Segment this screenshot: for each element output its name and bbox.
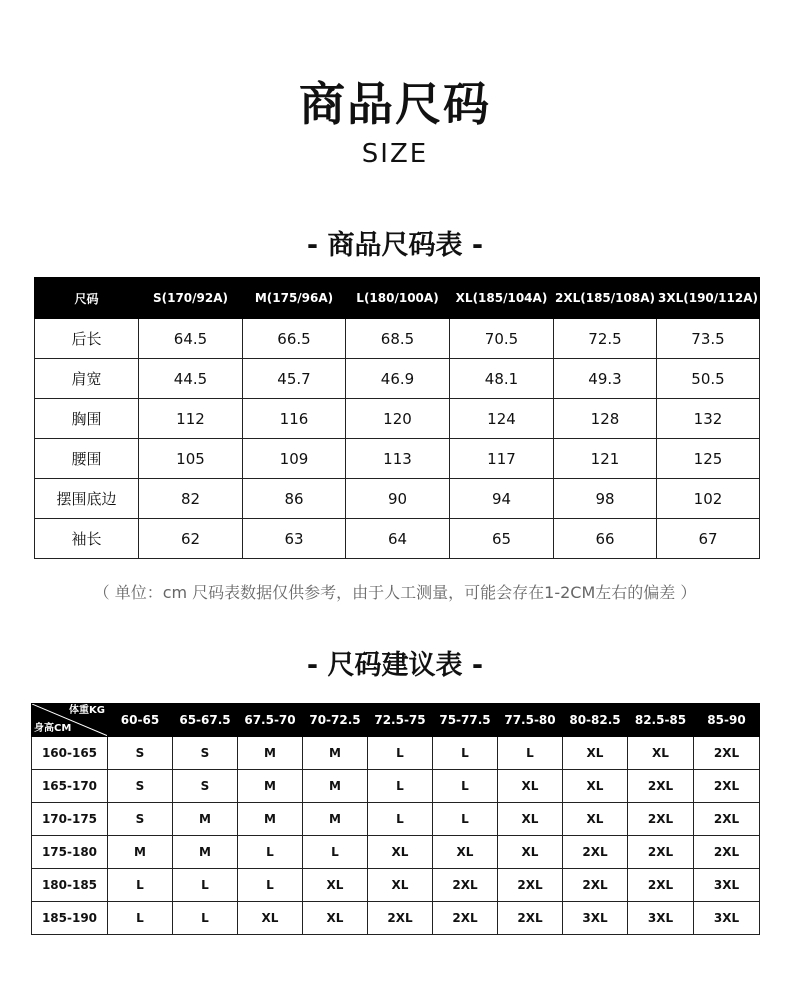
measurement-value: 105 xyxy=(139,439,243,479)
recommended-size: 2XL xyxy=(628,836,694,869)
measurement-value: 64.5 xyxy=(139,319,243,359)
recommendation-row xyxy=(32,737,760,770)
measurement-value: 73.5 xyxy=(657,319,760,359)
measurement-value: 117 xyxy=(450,439,554,479)
recommended-size: L xyxy=(368,737,433,770)
recommended-size: XL xyxy=(563,770,628,803)
measurement-value: 67 xyxy=(657,519,760,559)
measurement-value: 116 xyxy=(243,399,346,439)
measurement-label: 后长 xyxy=(35,319,139,359)
recommended-size: L xyxy=(368,803,433,836)
recommendation-row xyxy=(32,803,760,836)
weight-range-header: 60-65 xyxy=(108,704,173,737)
recommended-size: XL xyxy=(498,836,563,869)
measurement-value: 65 xyxy=(450,519,554,559)
recommended-size: XL xyxy=(563,737,628,770)
recommendation-header-row xyxy=(32,704,760,737)
recommended-size: 2XL xyxy=(433,869,498,902)
weight-range-header: 75-77.5 xyxy=(433,704,498,737)
measurement-label: 胸围 xyxy=(35,399,139,439)
height-range-label: 185-190 xyxy=(32,902,108,935)
recommended-size: S xyxy=(108,737,173,770)
height-range-label: 160-165 xyxy=(32,737,108,770)
size-header-3xl: 3XL(190/112A) xyxy=(657,278,760,319)
measurement-value: 98 xyxy=(554,479,657,519)
recommended-size: XL xyxy=(303,902,368,935)
size-header-xl: XL(185/104A) xyxy=(450,278,554,319)
weight-range-header: 67.5-70 xyxy=(238,704,303,737)
height-range-label: 180-185 xyxy=(32,869,108,902)
size-chart-row xyxy=(35,399,760,439)
measurement-label: 袖长 xyxy=(35,519,139,559)
measurement-label: 肩宽 xyxy=(35,359,139,399)
measurement-value: 66 xyxy=(554,519,657,559)
measurement-note: （ 单位：cm 尺码表数据仅供参考，由于人工测量，可能会存在1-2CM左右的偏差 ） xyxy=(93,583,697,602)
recommended-size: 2XL xyxy=(563,836,628,869)
size-chart-row xyxy=(35,319,760,359)
height-range-label: 170-175 xyxy=(32,803,108,836)
recommended-size: 2XL xyxy=(498,902,563,935)
measurement-value: 49.3 xyxy=(554,359,657,399)
recommended-size: M xyxy=(108,836,173,869)
size-chart-row xyxy=(35,519,760,559)
size-header-label: 尺码 xyxy=(35,278,139,319)
weight-range-header: 85-90 xyxy=(694,704,760,737)
recommended-size: M xyxy=(238,803,303,836)
height-range-label: 175-180 xyxy=(32,836,108,869)
recommended-size: 2XL xyxy=(368,902,433,935)
corner-cell xyxy=(32,704,108,737)
recommended-size: M xyxy=(173,803,238,836)
measurement-value: 90 xyxy=(346,479,450,519)
measurement-value: 63 xyxy=(243,519,346,559)
recommended-size: 2XL xyxy=(498,869,563,902)
height-axis-label: 身高CM xyxy=(34,723,72,734)
measurement-value: 109 xyxy=(243,439,346,479)
measurement-value: 125 xyxy=(657,439,760,479)
size-header-l: L(180/100A) xyxy=(346,278,450,319)
recommended-size: XL xyxy=(303,869,368,902)
size-header-s: S(170/92A) xyxy=(139,278,243,319)
measurement-value: 102 xyxy=(657,479,760,519)
size-chart-table xyxy=(34,277,760,559)
recommended-size: 2XL xyxy=(694,737,760,770)
recommendation-row xyxy=(32,869,760,902)
size-chart-row xyxy=(35,479,760,519)
recommended-size: XL xyxy=(433,836,498,869)
size-chart-row xyxy=(35,439,760,479)
recommended-size: L xyxy=(368,770,433,803)
recommended-size: XL xyxy=(368,869,433,902)
page-title: 商品尺码 xyxy=(299,77,491,131)
measurement-value: 66.5 xyxy=(243,319,346,359)
recommendation-row xyxy=(32,902,760,935)
weight-range-header: 82.5-85 xyxy=(628,704,694,737)
weight-range-header: 77.5-80 xyxy=(498,704,563,737)
recommended-size: L xyxy=(173,902,238,935)
recommended-size: 2XL xyxy=(628,869,694,902)
measurement-value: 128 xyxy=(554,399,657,439)
recommended-size: XL xyxy=(628,737,694,770)
recommended-size: S xyxy=(108,803,173,836)
recommended-size: L xyxy=(433,770,498,803)
measurement-value: 68.5 xyxy=(346,319,450,359)
recommended-size: M xyxy=(303,803,368,836)
recommended-size: L xyxy=(238,869,303,902)
recommended-size: 3XL xyxy=(694,869,760,902)
recommended-size: 2XL xyxy=(694,770,760,803)
recommended-size: 2XL xyxy=(628,803,694,836)
size-chart-heading: - 商品尺码表 - xyxy=(306,230,484,261)
recommended-size: 3XL xyxy=(694,902,760,935)
measurement-value: 44.5 xyxy=(139,359,243,399)
size-chart-header-row xyxy=(35,278,760,319)
recommended-size: L xyxy=(498,737,563,770)
size-chart-row xyxy=(35,359,760,399)
measurement-value: 82 xyxy=(139,479,243,519)
recommended-size: M xyxy=(303,770,368,803)
weight-axis-label: 体重KG xyxy=(69,705,105,716)
recommended-size: L xyxy=(433,737,498,770)
recommended-size: L xyxy=(108,869,173,902)
measurement-value: 86 xyxy=(243,479,346,519)
measurement-value: 120 xyxy=(346,399,450,439)
recommended-size: L xyxy=(433,803,498,836)
measurement-value: 124 xyxy=(450,399,554,439)
measurement-value: 62 xyxy=(139,519,243,559)
measurement-value: 64 xyxy=(346,519,450,559)
weight-range-header: 70-72.5 xyxy=(303,704,368,737)
recommended-size: 2XL xyxy=(433,902,498,935)
recommended-size: M xyxy=(238,770,303,803)
measurement-value: 70.5 xyxy=(450,319,554,359)
weight-range-header: 72.5-75 xyxy=(368,704,433,737)
measurement-value: 45.7 xyxy=(243,359,346,399)
page-subtitle: SIZE xyxy=(361,139,429,169)
recommended-size: XL xyxy=(498,803,563,836)
recommended-size: L xyxy=(173,869,238,902)
measurement-value: 94 xyxy=(450,479,554,519)
recommended-size: L xyxy=(238,836,303,869)
recommendation-chart-table xyxy=(31,703,760,935)
recommended-size: S xyxy=(108,770,173,803)
recommended-size: XL xyxy=(498,770,563,803)
recommended-size: 3XL xyxy=(563,902,628,935)
recommended-size: L xyxy=(108,902,173,935)
measurement-value: 72.5 xyxy=(554,319,657,359)
recommendation-row xyxy=(32,836,760,869)
recommended-size: XL xyxy=(563,803,628,836)
measurement-value: 121 xyxy=(554,439,657,479)
recommended-size: 2XL xyxy=(694,836,760,869)
recommended-size: L xyxy=(303,836,368,869)
recommended-size: S xyxy=(173,770,238,803)
recommended-size: S xyxy=(173,737,238,770)
size-header-2xl: 2XL(185/108A) xyxy=(554,278,657,319)
height-range-label: 165-170 xyxy=(32,770,108,803)
recommended-size: 2XL xyxy=(628,770,694,803)
recommended-size: M xyxy=(238,737,303,770)
measurement-value: 50.5 xyxy=(657,359,760,399)
recommended-size: 2XL xyxy=(563,869,628,902)
recommendation-chart-heading: - 尺码建议表 - xyxy=(306,650,484,681)
measurement-label: 摆围底边 xyxy=(35,479,139,519)
measurement-label: 腰围 xyxy=(35,439,139,479)
recommended-size: M xyxy=(303,737,368,770)
measurement-value: 113 xyxy=(346,439,450,479)
recommended-size: 2XL xyxy=(694,803,760,836)
measurement-value: 48.1 xyxy=(450,359,554,399)
recommended-size: XL xyxy=(238,902,303,935)
recommended-size: M xyxy=(173,836,238,869)
size-header-m: M(175/96A) xyxy=(243,278,346,319)
measurement-value: 112 xyxy=(139,399,243,439)
measurement-value: 132 xyxy=(657,399,760,439)
recommended-size: 3XL xyxy=(628,902,694,935)
recommended-size: XL xyxy=(368,836,433,869)
weight-range-header: 80-82.5 xyxy=(563,704,628,737)
measurement-value: 46.9 xyxy=(346,359,450,399)
weight-range-header: 65-67.5 xyxy=(173,704,238,737)
recommendation-row xyxy=(32,770,760,803)
